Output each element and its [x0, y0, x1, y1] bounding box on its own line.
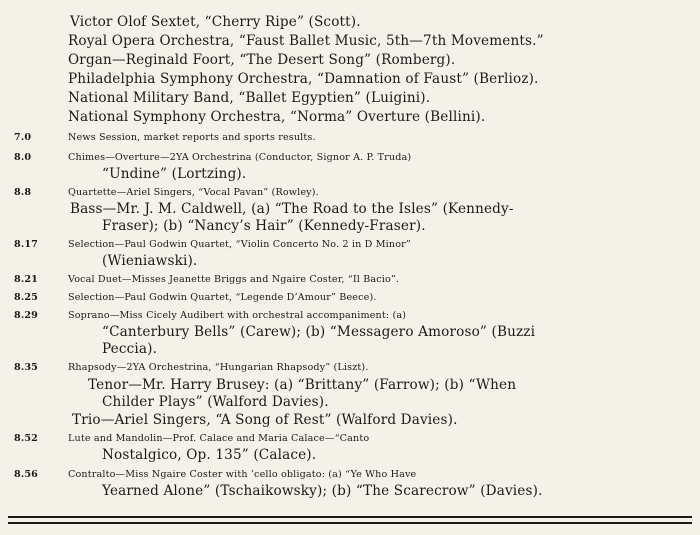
divider-rule-bottom — [8, 522, 692, 524]
time-label: 8.0 — [14, 152, 32, 163]
entry-continuation: Yearned Alone” (Tschaikowsky); (b) “The Scarecrow” (Davies). — [102, 483, 543, 499]
intro-line-6: National Symphony Orchestra, “Norma” Overture (Bellini). — [68, 109, 486, 125]
entry-text: Selection—Paul Godwin Quartet, “Violin Concerto No. 2 in D Minor” — [68, 239, 411, 250]
entry-continuation: Peccia). — [102, 341, 158, 357]
intro-line-5: National Military Band, “Ballet Egyptien” (Luigini). — [68, 90, 431, 106]
time-label: 8.17 — [14, 239, 38, 250]
time-label: 8.35 — [14, 362, 38, 373]
intro-line-2: Royal Opera Orchestra, “Faust Ballet Music, 5th—7th Movements.” — [68, 33, 544, 49]
time-label: 8.56 — [14, 469, 38, 480]
intro-line-4: Philadelphia Symphony Orchestra, “Damnation of Faust” (Berlioz). — [68, 71, 539, 87]
entry-text: Vocal Duet—Misses Jeanette Briggs and Ngaire Coster, “Il Bacio”. — [68, 274, 400, 285]
time-label: 8.29 — [14, 310, 38, 321]
intro-line-3: Organ—Reginald Foort, “The Desert Song” (Romberg). — [68, 52, 456, 68]
entry-text: News Session, market reports and sports results. — [68, 132, 316, 143]
entry-continuation: Fraser); (b) “Nancy’s Hair” (Kennedy-Fraser). — [102, 218, 426, 234]
entry-continuation: Nostalgico, Op. 135” (Calace). — [102, 447, 317, 463]
entry-continuation: “Undine” (Lortzing). — [102, 166, 247, 182]
entry-subitem: Tenor—Mr. Harry Brusey: (a) “Brittany” (Farrow); (b) “When — [88, 377, 517, 393]
entry-text: Contralto—Miss Ngaire Coster with ’cello obligato: (a) “Ye Who Have — [68, 469, 417, 480]
time-label: 7.0 — [14, 132, 32, 143]
entry-text: Rhapsody—2YA Orchestrina, “Hungarian Rhapsody” (Liszt). — [68, 362, 369, 373]
intro-line-1: Victor Olof Sextet, “Cherry Ripe” (Scott). — [70, 14, 361, 30]
entry-continuation: “Canterbury Bells” (Carew); (b) “Messagero Amoroso” (Buzzi — [102, 324, 536, 340]
time-label: 8.21 — [14, 274, 38, 285]
entry-text: Soprano—Miss Cicely Audibert with orchestral accompaniment: (a) — [68, 310, 407, 321]
entry-subitem: Bass—Mr. J. M. Caldwell, (a) “The Road to the Isles” (Kennedy- — [70, 201, 514, 217]
entry-continuation: Childer Plays” (Walford Davies). — [102, 394, 329, 410]
time-label: 8.8 — [14, 187, 32, 198]
entry-continuation: (Wieniawski). — [102, 253, 198, 269]
entry-text: Lute and Mandolin—Prof. Calace and Maria Calace—“Canto — [68, 433, 370, 444]
entry-text: Quartette—Ariel Singers, “Vocal Pavan” (Rowley). — [68, 187, 319, 198]
entry-text: Selection—Paul Godwin Quartet, “Legende D’Amour” Beece). — [68, 292, 377, 303]
time-label: 8.52 — [14, 433, 38, 444]
entry-text: Chimes—Overture—2YA Orchestrina (Conductor, Signor A. P. Truda) — [68, 152, 412, 163]
divider-rule-top — [8, 516, 692, 518]
entry-subitem: Trio—Ariel Singers, “A Song of Rest” (Walford Davies). — [72, 412, 458, 428]
time-label: 8.25 — [14, 292, 38, 303]
